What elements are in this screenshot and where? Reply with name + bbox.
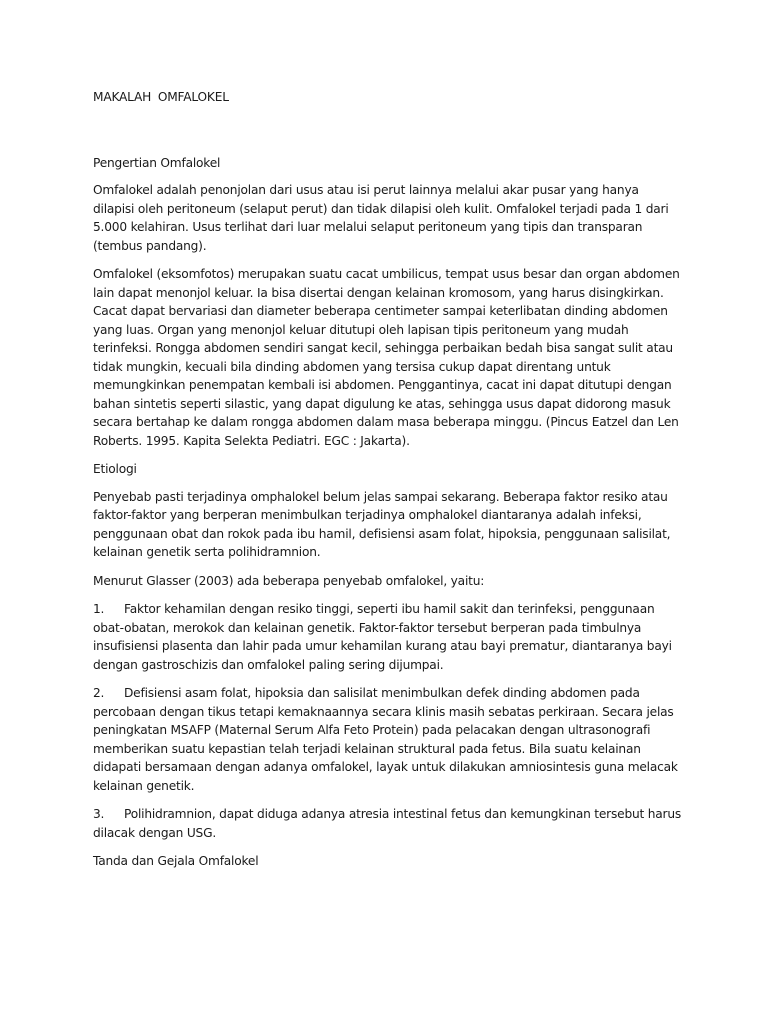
list-text: Faktor kehamilan dengan resiko tinggi, seperti ibu hamil sakit dan terinfeksi, penggunaan obat-obatan, merokok dan kelainan genetik. Faktor-faktor tersebut berperan pada timbulnya insufisiensi plasenta dan lahir pada umur kehamilan kurang atau bayi prematur, diantaranya bayi dengan gastroschizis dan omfalokel paling sering dijumpai. — [93, 602, 672, 672]
document-title: MAKALAH OMFALOKEL — [93, 90, 229, 104]
list-item — [93, 600, 683, 674]
section-heading-etiologi: Etiologi — [93, 462, 137, 476]
paragraph: Menurut Glasser (2003) ada beberapa penyebab omfalokel, yaitu: — [93, 573, 485, 588]
section-heading-pengertian: Pengertian Omfalokel — [93, 155, 221, 170]
list-text: Defisiensi asam folat, hipoksia dan salisilat menimbulkan defek dinding abdomen pada percobaan dengan tikus tetapi kemaknaannya secara klinis masih sebatas perkiraan. Secara jelas peningkatan MSAFP (Maternal Serum Alfa Feto Protein) pada pelacakan dengan ultrasonografi memberikan suatu kepastian telah terjadi kelainan struktural pada fetus. Bila suatu kelainan didapati bersamaan dengan adanya omfalokel, layak untuk dilakukan amniosintesis guna melacak kelainan genetik. — [93, 686, 678, 793]
list-number: 1. — [93, 602, 105, 616]
paragraph: Penyebab pasti terjadinya omphalokel belum jelas sampai sekarang. Beberapa faktor resiko atau faktor-faktor yang berperan menimbulkan terjadinya omphalokel diantaranya adalah infeksi, penggunaan obat dan rokok pada ibu hamil, defisiensi asam folat, hipoksia, penggunaan salisilat, kelainan genetik serta polihidramnion. — [93, 489, 671, 559]
paragraph: Omfalokel (eksomfotos) merupakan suatu cacat umbilicus, tempat usus besar dan organ abdomen lain dapat menonjol keluar. Ia bisa disertai dengan kelainan kromosom, yang harus disingkirkan. Cacat dapat bervariasi dan diameter beberapa centimeter sampai keterlibatan dinding abdomen yang luas. Organ yang menonjol keluar ditutupi oleh lapisan tipis peritoneum yang mudah terinfeksi. Rongga abdomen sendiri sangat kecil, sehingga perbaikan bedah bisa sangat sulit atau tidak mungkin, kecuali bila dinding abdomen yang tersisa cukup dapat direntang untuk memungkinkan penempatan kembali isi abdomen. Penggantinya, cacat ini dapat ditutupi dengan bahan sintetis seperti silastic, yang dapat digulung ke atas, sehingga usus dapat didorong masuk secara bertahap ke dalam rongga abdomen dalam masa beberapa minggu. (Pincus Eatzel dan Len Roberts. 1995. Kapita Selekta Pediatri. EGC : Jakarta). — [93, 267, 680, 448]
section-heading-tanda-gejala: Tanda dan Gejala Omfalokel — [93, 854, 259, 868]
list-item — [93, 684, 683, 795]
document-page — [93, 88, 683, 880]
list-text: Polihidramnion, dapat diduga adanya atresia intestinal fetus dan kemungkinan tersebut harus dilacak dengan USG. — [93, 807, 682, 840]
paragraph: Omfalokel adalah penonjolan dari usus atau isi perut lainnya melalui akar pusar yang hanya dilapisi oleh peritoneum (selaput perut) dan tidak dilapisi oleh kulit. Omfalokel terjadi pada 1 dari 5.000 kelahiran. Usus terlihat dari luar melalui selaput peritoneum yang tipis dan transparan (tembus pandang). — [93, 183, 669, 253]
list-number: 2. — [93, 686, 105, 700]
list-item — [93, 805, 683, 842]
list-number: 3. — [93, 807, 105, 821]
